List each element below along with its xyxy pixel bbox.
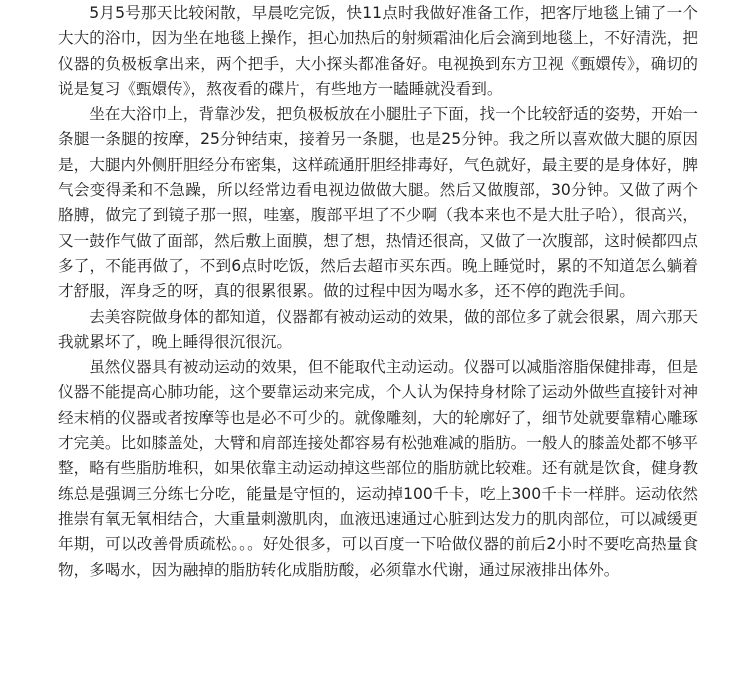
paragraph-3: 去美容院做身体的都知道，仪器都有被动运动的效果，做的部位多了就会很累，周六那天我就累坏了，晚上睡得很沉很沉。: [58, 307, 698, 351]
paragraph-4: 虽然仪器具有被动运动的效果，但不能取代主动运动。仪器可以减脂溶脂保健排毒，但是仪器不能提高心肺功能，这个要靠运动来完成，个人认为保持身材除了运动外做些直接针对神经末梢的仪器或者按摩等也是必不可少的。就像雕刻，大的轮廓好了，细节处就要靠精心雕琢才完美。比如膝盖处，大臂和肩部连接处都容易有松弛难减的脂肪。一般人的膝盖处都不够平整，略有些脂肪堆积，如果依靠主动运动掉这些部位的脂肪就比较难。还有就是饮食，健身教练总是强调三分练七分吃，能量是守恒的，运动掉100千卡，吃上300千卡一样胖。运动依然推崇有氧无氧相结合，大重量刺激肌肉，血液迅速通过心脏到达发力的肌肉部位，可以减缓更年期，可以改善骨质疏松。。。好处很多，可以百度一下哈做仪器的前后2小时不要吃高热量食物，多喝水，因为融掉的脂肪转化成脂肪酸，必须靠水代谢，通过尿液排出体外。: [58, 358, 698, 579]
article-body: [58, 1, 698, 583]
paragraph-2: 坐在大浴巾上，背靠沙发，把负极板放在小腿肚子下面，找一个比较舒适的姿势，开始一条腿一条腿的按摩，25分钟结束，接着另一条腿，也是25分钟。我之所以喜欢做大腿的原因是，大腿内外侧肝胆经分布密集，这样疏通肝胆经排毒好，气色就好，最主要的是身体好，脾气会变得柔和不急躁，所以经常边看电视边做做大腿。然后又做腹部，30分钟。又做了两个胳膊，做完了到镜子那一照，哇塞，腹部平坦了不少啊（我本来也不是大肚子哈），很高兴，又一鼓作气做了面部，然后敷上面膜，想了想，热情还很高，又做了一次腹部，这时候都四点多了，不能再做了，不到6点时吃饭，然后去超市买东西。晚上睡觉时，累的不知道怎么躺着才舒服，浑身乏的呀，真的很累很累。做的过程中因为喝水多，还不停的跑洗手间。: [58, 105, 698, 301]
paragraph-1: 5月5号那天比较闲散，早晨吃完饭，快11点时我做好准备工作，把客厅地毯上铺了一个大大的浴巾，因为坐在地毯上操作，担心加热后的射频霜油化后会滴到地毯上，不好清洗，把仪器的负极板拿出来，两个把手，大小探头都准备好。电视换到东方卫视《甄嬛传》，确切的说是复习《甄嬛传》，熬夜看的碟片，有些地方一瞌睡就没看到。: [58, 4, 698, 98]
